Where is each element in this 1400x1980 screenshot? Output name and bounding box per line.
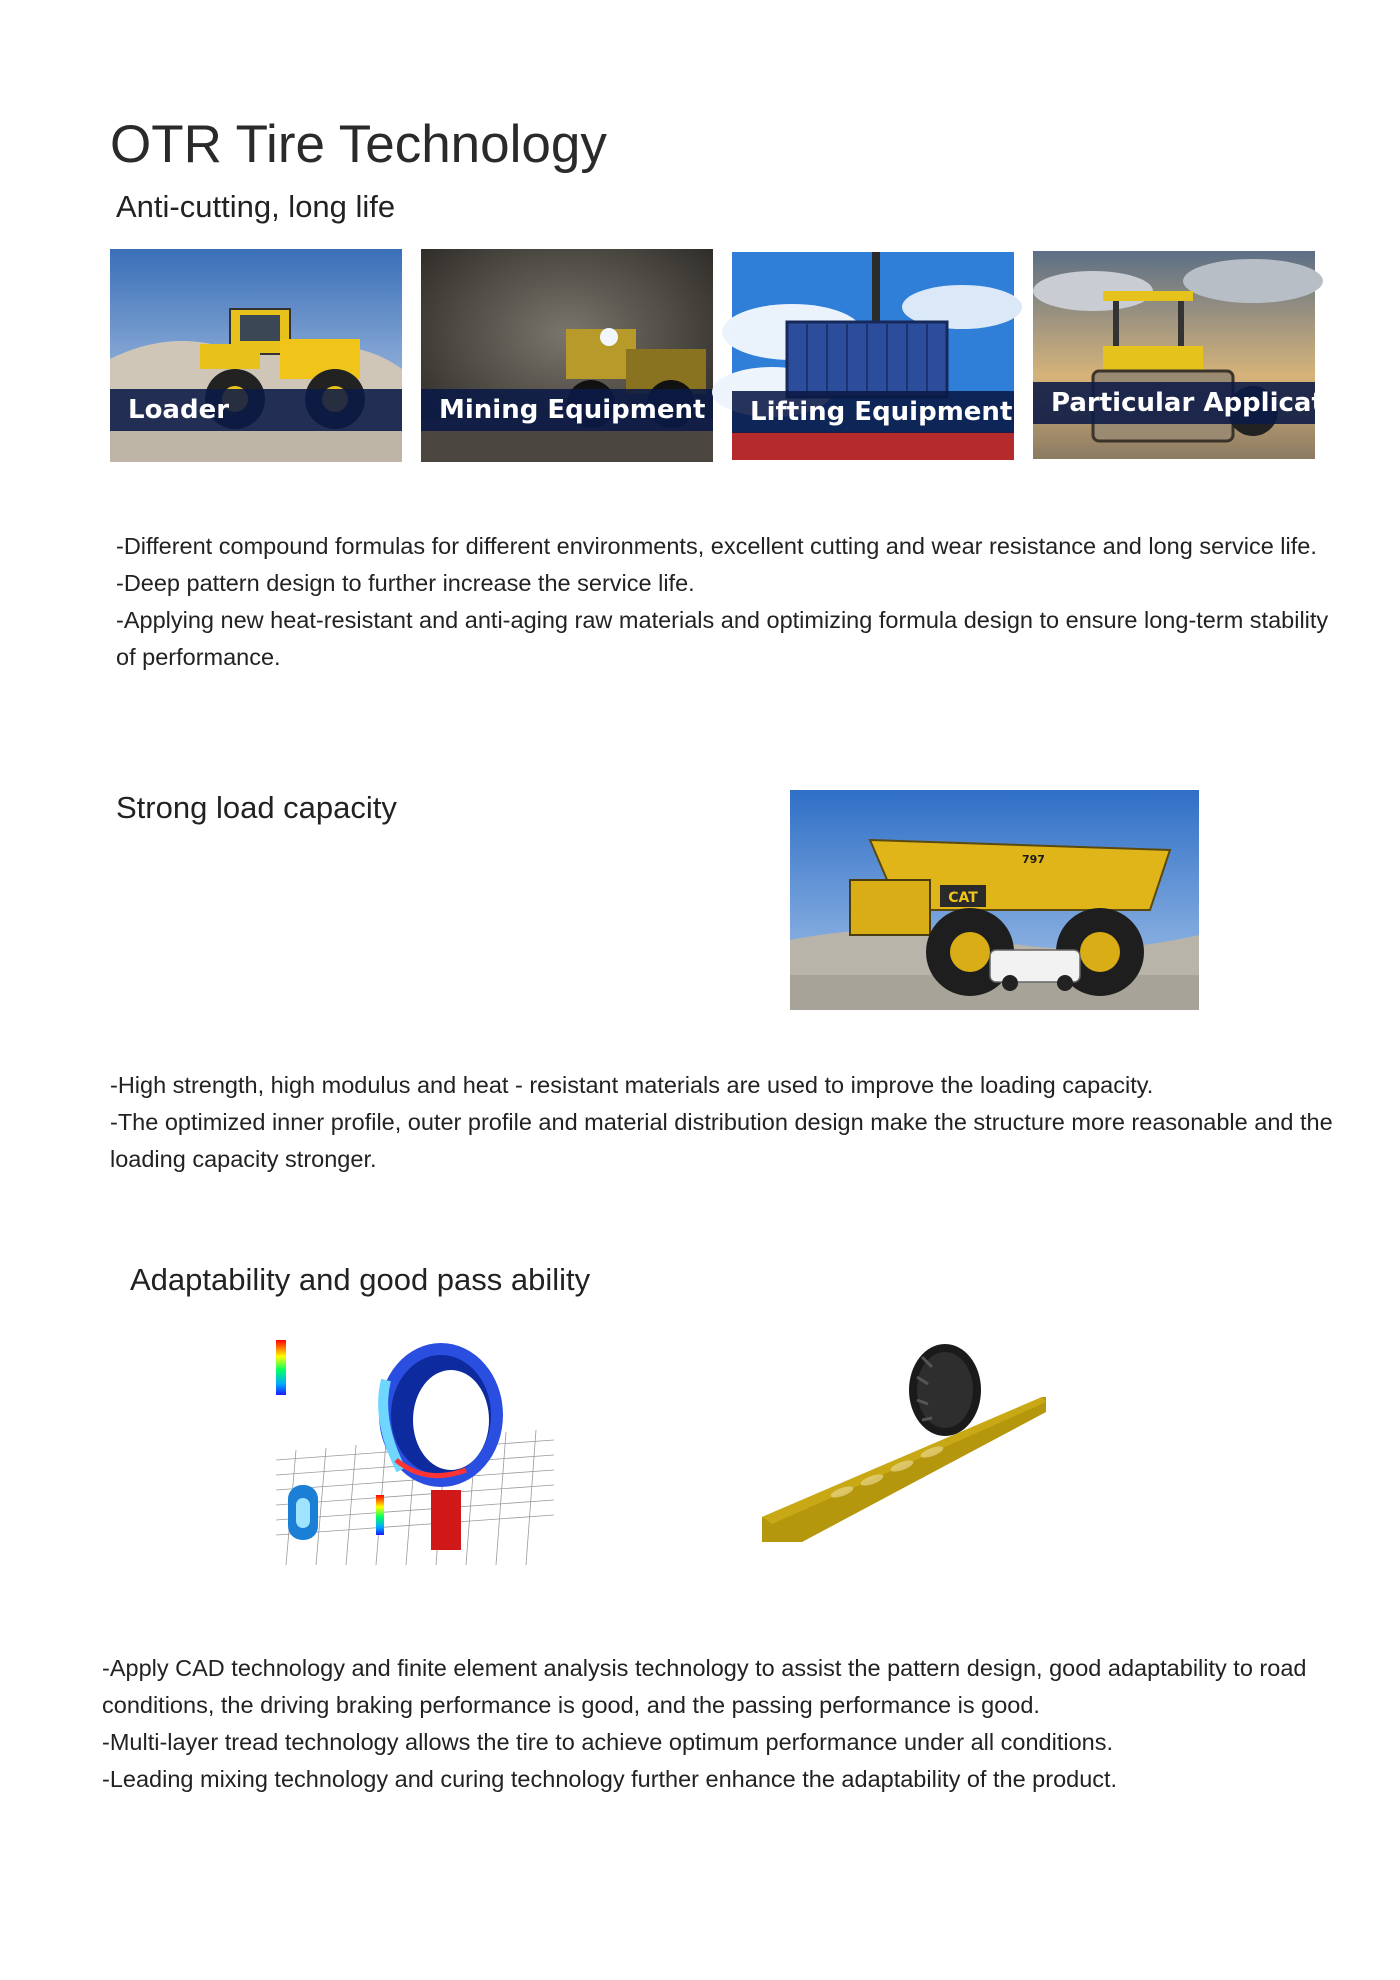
bullet: -Applying new heat-resistant and anti-aging raw materials and optimizing formula design to ensure long-term stability of performance. <box>116 607 1329 670</box>
bullet: -Multi-layer tread technology allows the tire to achieve optimum performance under all conditions. <box>102 1729 1113 1755</box>
tile-label-loader: Loader <box>110 389 402 431</box>
truck-badge: CAT <box>948 890 978 906</box>
page-title: OTR Tire Technology <box>110 115 607 174</box>
bullet: -Deep pattern design to further increase the service life. <box>116 570 695 596</box>
bullet: -Apply CAD technology and finite element analysis technology to assist the pattern design, good adaptability to road conditions, the driving braking performance is good, and the passing performance is good. <box>102 1655 1307 1718</box>
roller-photo <box>1033 251 1315 459</box>
tile-particular-application <box>1033 251 1370 459</box>
section1-description <box>116 528 1346 676</box>
tile-loader <box>110 249 402 462</box>
tile-lifting-equipment <box>732 252 1014 460</box>
tile-label-particular-application: Particular Application <box>1033 382 1315 424</box>
truck-number: 797 <box>1022 853 1045 866</box>
section-heading-load-capacity: Strong load capacity <box>116 790 397 825</box>
tile-label-mining-equipment: Mining Equipment <box>421 389 713 431</box>
section-heading-adaptability: Adaptability and good pass ability <box>130 1262 591 1297</box>
bullet: -Different compound formulas for different environments, excellent cutting and wear resistance and long service life. <box>116 533 1317 559</box>
section2-description <box>110 1067 1340 1178</box>
fea-tire-simulation-image <box>276 1320 554 1565</box>
section3-description <box>102 1650 1342 1798</box>
tile-mining-equipment <box>421 249 713 462</box>
bullet: -The optimized inner profile, outer profile and material distribution design make the structure more reasonable and the loading capacity stronger. <box>110 1109 1333 1172</box>
tire-on-soil-simulation-image <box>762 1342 1046 1542</box>
tile-label-lifting-equipment: Lifting Equipment <box>732 391 1014 433</box>
bullet: -High strength, high modulus and heat - resistant materials are used to improve the loading capacity. <box>110 1072 1154 1098</box>
section-heading-anti-cutting: Anti-cutting, long life <box>116 189 396 224</box>
bullet: -Leading mixing technology and curing technology further enhance the adaptability of the product. <box>102 1766 1118 1792</box>
dump-truck-image <box>790 790 1199 1010</box>
